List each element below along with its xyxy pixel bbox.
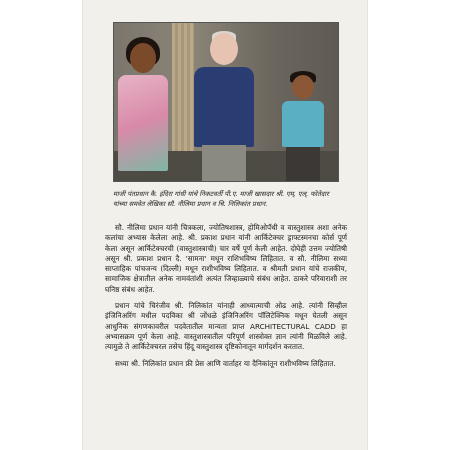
bio-paragraph: प्रधान यांचे चिरंजीव श्री. निलिकांत यांनाही आध्यात्माची ओढ आहे. त्यांनी सिव्हील इंजिनिअरिंग मधील पदविका श्री जोंधळे इंजिनिअरिंग पॉलिटेक्निक मधून घेतली असून आधुनिक संगणकावरील पदवेतातील मान्यता प्राप्त ARCHITECTURAL CADD हा अभ्यासक्रम पूर्ण केला आहे. वास्तुशास्त्रातील परिपूर्ण शास्त्रोक्त ज्ञान त्यांनी मिळविले आहे. त्यामुळे ते आर्किटेक्चरल तसेच हिंदू वास्तुशास्त्र दृष्टिकोनातून मार्गदर्शन करतात.	[105, 301, 347, 352]
author-bio	[105, 223, 347, 369]
author-photo	[113, 22, 339, 182]
photo-caption: माजी पंतप्रधान कै. इंदिरा गांधी यांचे निकटवर्ती पी.ए. माजी खासदार श्री. एम्. एल्. फोतेदार यांच्या समवेत लेखिका सौ. नीलिमा प्रधान व चि. निलिकांत प्रधान.	[113, 190, 329, 208]
bio-paragraph: सध्या श्री. निलिकांत प्रधान फ्री प्रेस आणि वार्ताहर या दैनिकांतून राशीभविष्य लिहितात.	[115, 358, 336, 368]
book-back-cover	[83, 0, 367, 450]
bio-paragraph: सौ. नीलिमा प्रधान यांनी चित्रकला, ज्योतिषशास्त्र, होमिओपॅथी व वास्तुशास्त्र अशा अनेक कलांचा अभ्यास केलेला आहे. श्री. प्रकाश प्रधान यांनी आर्किटेक्चर ड्राफ्टस्मनचा कोर्स पूर्ण केला असून आर्किटेक्चरची (वास्तुशास्त्राची) चार वर्षे पूर्ण केली आहेत. दोघेही उत्तम ज्योतिषी असून श्री. प्रकाश प्रधान दै. 'सामना' मधून राशिभविष्य लिहितात. व सौ. नीलिमा सध्या साप्ताहिक पांचजन्य (दिल्ली) मधून राशीभविष्य लिहितात. व श्रीमती प्रधान यांचे राजकीय, सामाजिक क्षेत्रातील अनेक नामवंतांशी अत्यंत जिव्हाळ्याचे संबंध आहेत. ठाकरे परिवाराशी तर घनिष्ठ संबंध आहेत.	[105, 223, 347, 294]
